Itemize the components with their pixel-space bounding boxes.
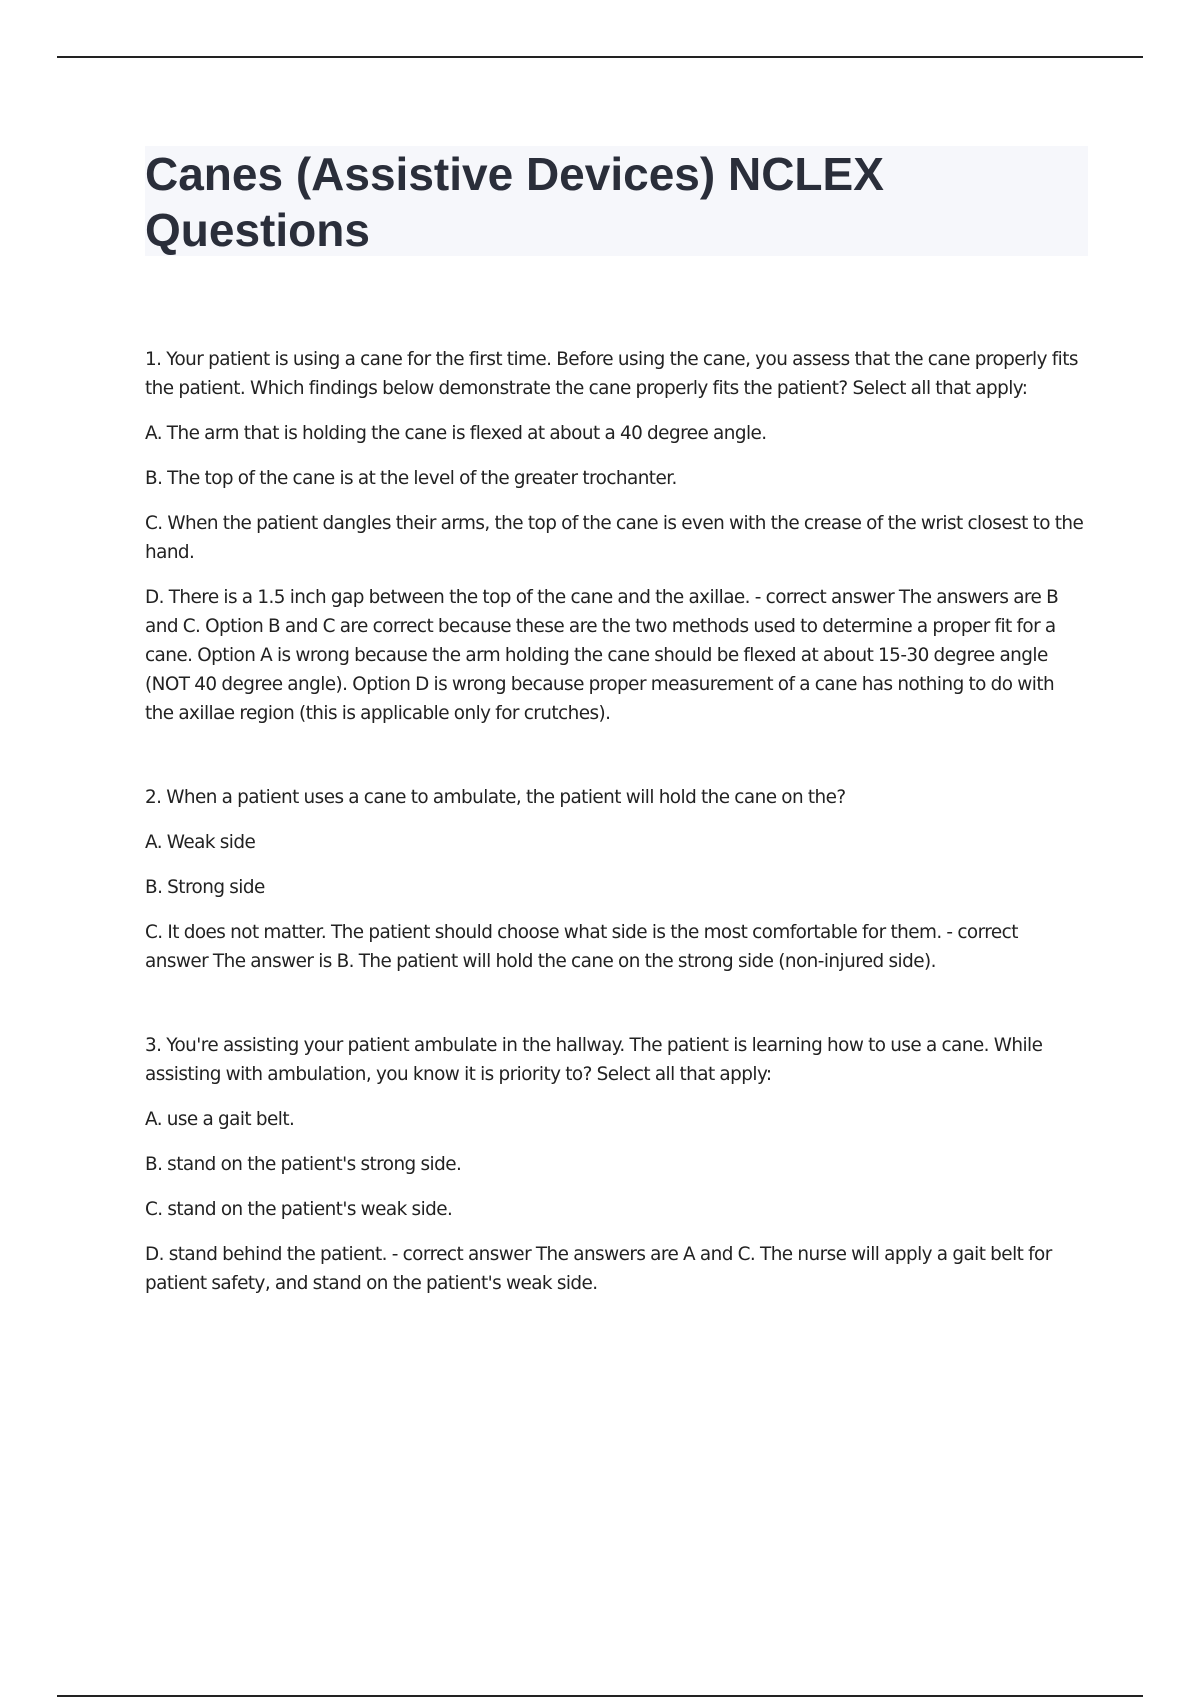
- option-a: A. use a gait belt.: [145, 1109, 295, 1130]
- title-block: [145, 146, 1088, 256]
- question-text: 2. When a patient uses a cane to ambulate, the patient will hold the cane on the?: [145, 787, 846, 808]
- question-1: [145, 345, 1085, 728]
- option-b: B. The top of the cane is at the level of the greater trochanter.: [145, 468, 677, 489]
- option-d-with-answer: D. stand behind the patient. - correct answer The answers are A and C. The nurse will apply a gait belt for patient safety, and stand on the patient's weak side.: [145, 1244, 1052, 1294]
- option-b: B. stand on the patient's strong side.: [145, 1154, 462, 1175]
- option-c-with-answer: C. It does not matter. The patient should choose what side is the most comfortable for them. - correct answer The answer is B. The patient will hold the cane on the strong side (non-injured side).: [145, 922, 1018, 972]
- option-b: B. Strong side: [145, 877, 265, 898]
- document-title: Canes (Assistive Devices) NCLEX Questions: [145, 148, 884, 256]
- question-list: [145, 345, 1085, 1298]
- bottom-rule: [57, 1695, 1143, 1697]
- question-2: [145, 783, 1085, 976]
- option-c: C. When the patient dangles their arms, the top of the cane is even with the crease of the wrist closest to the hand.: [145, 513, 1084, 563]
- option-d-with-answer: D. There is a 1.5 inch gap between the top of the cane and the axillae. - correct answer The answers are B and C. Option B and C are correct because these are the two methods used to determine a proper fit for a cane. Option A is wrong because the arm holding the cane should be flexed at about 15-30 degree angle (NOT 40 degree angle). Option D is wrong because proper measurement of a cane has nothing to do with the axillae region (this is applicable only for crutches).: [145, 587, 1059, 724]
- option-c: C. stand on the patient's weak side.: [145, 1199, 453, 1220]
- option-a: A. Weak side: [145, 832, 256, 853]
- question-text: 3. You're assisting your patient ambulate in the hallway. The patient is learning how to use a cane. While assisting with ambulation, you know it is priority to? Select all that apply:: [145, 1035, 1043, 1085]
- question-text: 1. Your patient is using a cane for the first time. Before using the cane, you assess that the cane properly fits the patient. Which findings below demonstrate the cane properly fits the patient? Select all that apply:: [145, 349, 1078, 399]
- option-a: A. The arm that is holding the cane is flexed at about a 40 degree angle.: [145, 423, 767, 444]
- question-3: [145, 1031, 1085, 1298]
- top-rule: [57, 56, 1143, 58]
